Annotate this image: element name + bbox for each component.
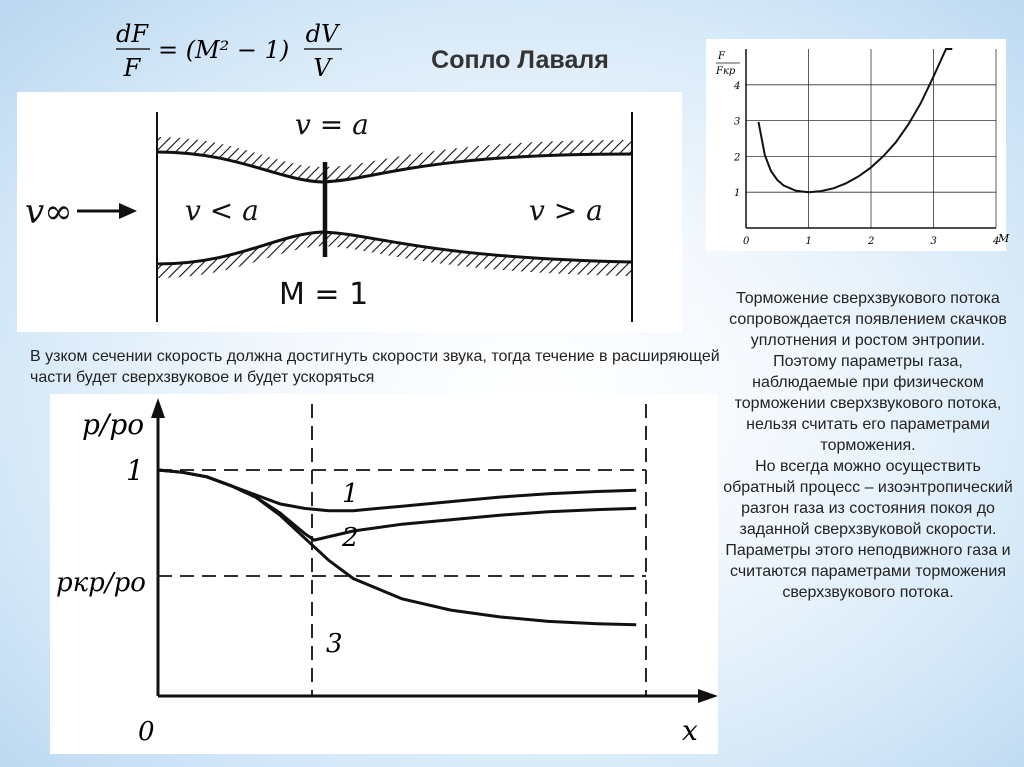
area-ratio-chart bbox=[706, 39, 1010, 251]
ratio-ylabel-den: Fкр bbox=[716, 66, 736, 77]
pressure-ylabel: p/po bbox=[82, 408, 145, 441]
pressure-curve-label-3: 3 bbox=[326, 629, 343, 659]
inflow-label: v∞ bbox=[25, 192, 73, 232]
formula-rhs-num: dV bbox=[305, 20, 339, 48]
nozzle-diagram-panel bbox=[17, 92, 682, 332]
formula-middle: = (M² − 1) bbox=[158, 36, 290, 64]
ratio-x-tick: 4 bbox=[993, 236, 1000, 247]
pressure-xlabel: x bbox=[682, 714, 698, 747]
formula-rhs-den: V bbox=[313, 54, 331, 82]
area-ratio-chart-panel bbox=[706, 39, 1010, 251]
formula-lhs-den: F bbox=[123, 54, 141, 82]
ratio-ylabel-num: F bbox=[718, 51, 725, 62]
pressure-x-arrow bbox=[698, 689, 718, 703]
side-text: Торможение сверхзвукового потока сопровождается появлением скачков уплотнения и ростом энтропии. Поэтому параметры газа, наблюдаемые при физическом торможении сверхзвукового потока, нельзя считать его параметрами торможения. Но всегда можно осуществить обратный процесс – изоэнтропический разгон газа из состояния покоя до заданной сверхзвуковой скорости. Параметры этого неподвижного газа и считаются параметрами торможения сверхзвукового потока. bbox=[723, 290, 1013, 601]
ratio-x-tick: 1 bbox=[805, 236, 812, 247]
pressure-level-one: 1 bbox=[126, 454, 144, 487]
ratio-y-tick: 4 bbox=[734, 80, 741, 92]
ratio-xlabel: M bbox=[998, 232, 1010, 245]
supersonic-label: v > a bbox=[529, 194, 603, 227]
pressure-curve-label-2: 2 bbox=[342, 523, 359, 553]
pressure-origin: 0 bbox=[138, 717, 155, 747]
ratio-ticks bbox=[733, 81, 999, 247]
ratio-x-tick: 3 bbox=[930, 236, 937, 247]
throat-mach-label: M = 1 bbox=[279, 277, 369, 312]
pressure-chart-panel bbox=[50, 394, 718, 754]
ratio-x-tick: 0 bbox=[743, 236, 750, 247]
pressure-level-critical: pкр/po bbox=[56, 568, 146, 598]
pressure-curve-label-1: 1 bbox=[342, 479, 359, 509]
ratio-y-tick: 3 bbox=[734, 116, 741, 128]
ratio-y-tick: 2 bbox=[734, 152, 741, 164]
nozzle-diagram bbox=[17, 92, 682, 332]
ratio-grid bbox=[746, 49, 996, 228]
ratio-x-tick: 2 bbox=[868, 236, 875, 247]
subsonic-label: v < a bbox=[185, 194, 259, 227]
pressure-curve-1 bbox=[158, 470, 636, 511]
inflow-arrow-head bbox=[119, 203, 137, 219]
pressure-y-arrow bbox=[151, 398, 165, 418]
formula-lhs-num: dF bbox=[115, 20, 149, 48]
caption-text: В узком сечении скорость должна достигнуть скорости звука, тогда течение в расширяющей части будет сверхзвуковое и будет ускоряться bbox=[30, 348, 720, 386]
slide-title: Сопло Лаваля bbox=[431, 46, 609, 74]
top-speed-label: v = a bbox=[295, 108, 369, 141]
formula bbox=[112, 14, 352, 84]
pressure-chart bbox=[50, 394, 718, 754]
pressure-curve-2 bbox=[158, 470, 636, 540]
ratio-y-tick: 1 bbox=[734, 188, 741, 200]
pressure-series bbox=[158, 470, 636, 659]
